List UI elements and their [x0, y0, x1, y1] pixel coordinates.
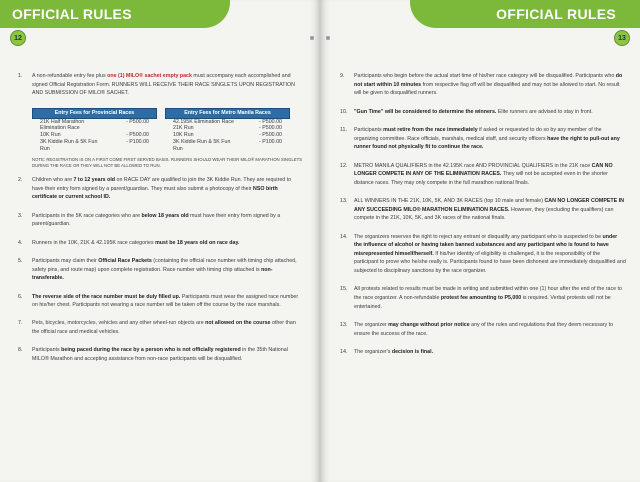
rule-item — [18, 176, 303, 202]
left-page-number: 12 — [10, 30, 26, 46]
rule-text-emphasis: must be 18 years old on race day. — [155, 239, 240, 246]
rule-text-span: on RACE DAY are qualified to join the 3K Kiddie Run. They are required to have their entry form signed by a parent/guardian. They must also submit a photocopy of their — [32, 176, 292, 192]
fee-row — [165, 125, 290, 132]
rule-text — [32, 239, 303, 248]
fee-category: 3K Kiddie Run & 5K Fun Run — [40, 138, 98, 152]
rule-text-emphasis: protest fee amounting to P5,000 — [440, 295, 522, 302]
rule-text-span: in the 35th National MILO® Marathon and accepting assistance from non-race participants will be disqualified. — [32, 347, 288, 363]
right-page — [320, 0, 640, 482]
rule-text-emphasis: must retire from the race immediately — [383, 126, 478, 133]
fee-table-provincial — [32, 108, 157, 153]
rule-number: 14. — [340, 349, 348, 356]
rule-text-emphasis: under the influence of alcohol or having taken banned substances and any participant who is found to have misrepresented himself/herself. — [354, 233, 618, 257]
rule-number: 2. — [18, 176, 23, 183]
fee-price — [105, 125, 149, 132]
rule-text — [354, 108, 626, 117]
fee-category: 10K Run — [173, 132, 194, 139]
rule-text-span: The organizers reserves the right to reject any entrant or disqualify any participant who is suspected to be — [354, 233, 603, 240]
rule-text-span: from respective flag off will be disqualified and may not be allowed to start. No result will be given to disqualified runners. — [354, 81, 620, 97]
rule-number: 13. — [340, 322, 348, 329]
fee-table-title: Entry Fees for Provincial Races — [32, 108, 157, 119]
rule-text-emphasis: "Gun Time" will be considered to determine the winners. — [354, 108, 497, 115]
rule-text — [32, 212, 303, 229]
fee-category: 10K Run — [40, 132, 61, 139]
rule-text-emphasis: Official Race Packets — [98, 257, 152, 264]
rule-text-emphasis: may change without prior notice — [388, 322, 470, 329]
rule-text — [32, 176, 303, 202]
rule-number: 15. — [340, 286, 348, 293]
fee-category: 21K Run — [173, 125, 194, 132]
rule-item — [340, 348, 626, 357]
rule-item — [18, 72, 303, 98]
rule-number: 3. — [18, 212, 23, 219]
left-header — [0, 0, 320, 32]
rule-item — [340, 108, 626, 117]
rule-text-emphasis: do not start within 10 minutes — [354, 73, 623, 88]
fee-price: - P100.00 — [259, 138, 282, 145]
rule-text-span: Participants — [354, 126, 384, 133]
binding-dot — [310, 36, 314, 40]
rule-number: 11. — [340, 126, 347, 133]
rule-number: 9. — [340, 73, 345, 79]
rule-number: 5. — [18, 257, 23, 264]
rule-number: 13. — [340, 198, 348, 205]
rule-text — [354, 197, 626, 223]
fee-price: - P500.00 — [126, 118, 149, 125]
rule-item — [18, 293, 303, 310]
rule-text-emphasis: CAN NO LONGER COMPETE IN ANY SUCCEEDING MILO® MARATHON ELIMINATION RACES. — [354, 198, 624, 213]
rule-item — [340, 321, 626, 338]
registration-note: NOTE: REGISTRATION IS ON A FIRST COME FIRST SERVED BASIS. RUNNERS SHOULD WEAR THEIR MILO® MARATHON SINGLETS DURING THE RACE OR THEY WILL NOT BE ALLOWED TO RUN. — [32, 156, 303, 168]
fee-price: - P500.00 — [126, 132, 149, 139]
rule-text — [32, 293, 303, 310]
rule-item — [18, 346, 303, 363]
rule-item — [340, 126, 626, 152]
rule-text-span: Participants in the 5K race categories who are — [32, 212, 142, 219]
rule-number: 1. — [18, 73, 23, 79]
rule-number: 10. — [340, 108, 348, 115]
rule-text — [354, 285, 626, 311]
rule-text-emphasis: NSO birth certificate or current school ID. — [32, 185, 278, 201]
right-header — [320, 0, 640, 32]
fee-row — [165, 139, 290, 153]
rule-text — [354, 348, 626, 357]
rule-text-span: ALL WINNERS IN THE 21K, 10K, 5K, AND 3K RACES (top 10 male and female) — [354, 198, 545, 205]
rule-text-span: They will not be accepted even in the shorter distance races. They may only compete in the full marathon national finals. — [354, 171, 608, 186]
rule-text — [32, 72, 303, 98]
fee-row — [32, 132, 157, 139]
rule-number: 12. — [340, 162, 348, 169]
rule-text-emphasis: CAN NO LONGER COMPETE IN ANY OF THE ELIMINATION RACES. — [354, 162, 613, 178]
fee-row — [165, 132, 290, 139]
rule-text-emphasis: decision is final. — [391, 349, 434, 356]
rule-text-span: must have their entry form signed by a parent/guardian. — [32, 212, 281, 228]
rule-text-span: If his/her identity of eligibility is challenged, it is the responsibility of the participant to prove who he/she really is. Participants found to have been dishonest are immediately disqualified and subjected to disciplinary sanctions by the race organizer. — [354, 250, 626, 275]
rule-text-span: Pets, bicycles, motorcycles, vehicles and any other wheel-run objects are — [32, 320, 206, 327]
fee-category: Elimination Race — [40, 125, 80, 132]
rule-text — [32, 346, 303, 363]
rule-item — [340, 285, 626, 311]
rule-item — [18, 239, 303, 248]
right-header-title: OFFICIAL RULES — [496, 6, 616, 22]
fee-row — [32, 125, 157, 132]
rule-item — [340, 72, 626, 98]
rule-item — [18, 319, 303, 336]
rule-text-span: Participants may claim their — [32, 257, 99, 264]
rule-number: 6. — [18, 293, 23, 300]
fee-price: - P100.00 — [126, 138, 149, 145]
rule-text-span: (containing the official race number with timing chip attached, safety pins, and route map) upon complete registration. Race number with timing chip attached is — [32, 257, 297, 273]
entry-fee-tables — [32, 108, 303, 153]
rule-item — [340, 197, 626, 223]
right-page-number: 13 — [614, 30, 630, 46]
fee-row — [165, 119, 290, 126]
rule-item — [18, 212, 303, 229]
fee-table-title: Entry Fees for Metro Manila Races — [165, 108, 290, 119]
rule-text-span: Participants must wear the assigned race number on his/her chest. Participants not wearing a race number will be taken off the course by the race marshals. — [32, 293, 299, 309]
rule-text-span: The organizer — [354, 322, 389, 329]
rule-item — [18, 257, 303, 283]
binding-dot — [326, 36, 330, 40]
rule-text-emphasis: below 18 years old — [141, 212, 189, 219]
rule-number: 7. — [18, 320, 23, 327]
rule-text-span: Participants who begin before the actual start time of his/her race category will be disqualified. Participants who — [354, 73, 616, 79]
rule-text — [354, 162, 626, 188]
fee-price: - P500.00 — [259, 125, 282, 132]
rule-text-span: Elite runners are advised to stay in front. — [496, 108, 593, 115]
rule-text-span: Runners in the 10K, 21K & 42.195K race categories — [32, 239, 156, 246]
rule-text-span: if asked or requested to do so by any member of the organizing committee. Race officials, marshals, medical staff, and security officers — [354, 126, 602, 142]
fee-category: 3K Kiddie Run & 5K Fun Run — [173, 138, 231, 152]
rule-text-emphasis: 7 to 12 years old — [73, 176, 116, 183]
rule-text-span: METRO MANILA QUALIFIERS in the 42.195K race AND PROVINCIAL QUALIFIERS in the 21K race — [354, 162, 592, 169]
rule-text — [354, 321, 626, 338]
rule-text-emphasis: not allowed on the course — [205, 320, 271, 327]
fee-table-metro — [165, 108, 290, 153]
rule-text — [32, 257, 303, 283]
rule-item — [340, 162, 626, 188]
fee-category: 21K Half Marathon — [40, 118, 85, 125]
rule-text-span: must accompany each accomplished and signed Official Registration Form. RUNNERS WILL RECEIVE THEIR RACE SINGLETS UPON REGISTRATION AND SUBMISSION OF MILO® SACHET. — [32, 73, 295, 97]
rule-text-span: Participants — [32, 347, 62, 354]
rule-text-span: is required. Verbal protests will not be entertained. — [354, 295, 611, 310]
fee-row — [32, 139, 157, 153]
rule-text-emphasis: The reverse side of the race number must be duly filled up. — [32, 293, 181, 300]
rule-text — [354, 233, 626, 276]
rule-text-span: other than the official race and medical vehicles. — [32, 320, 296, 336]
rule-text-span: However, they (excluding the qualifiers) can compete in the 21K, 10K, 5K, and 3K races of the national finals. — [354, 206, 614, 222]
rule-text-span: All protests related to results must be made in writing and submitted within one (1) hour after the end of the race to the race organizer. A non-refundable — [354, 286, 622, 302]
left-header-title: OFFICIAL RULES — [12, 6, 132, 22]
right-rules-list — [340, 72, 626, 366]
rule-item — [340, 233, 626, 276]
rule-text-span: Children who are — [32, 176, 74, 183]
rule-text-emphasis: non-transferable. — [32, 266, 273, 282]
rule-number: 14. — [340, 233, 348, 240]
rule-text-span: The organizer's — [354, 349, 392, 356]
rule-text — [354, 72, 626, 98]
fee-price: - P500.00 — [259, 132, 282, 139]
rule-text-emphasis: have the right to pull-out any runner found not physically fit to continue the race. — [354, 135, 620, 151]
rule-number: 8. — [18, 347, 23, 354]
rule-number: 4. — [18, 239, 23, 246]
rule-text — [354, 126, 626, 152]
rule-text-emphasis: one (1) MILO® sachet empty pack — [107, 73, 192, 79]
rule-text-emphasis: being paced during the race by a person who is not officially registered — [61, 347, 241, 354]
left-rules-list — [18, 72, 303, 373]
fee-category: 42.195K Elimination Race — [173, 118, 234, 125]
rule-text-span: any of the rules and regulations that they deem necessary to ensure the success of the race. — [354, 322, 614, 337]
fee-price: - P500.00 — [259, 118, 282, 125]
rule-text — [32, 319, 303, 336]
fee-row — [32, 119, 157, 126]
rule-text-span: A non-refundable entry fee plus — [32, 73, 108, 79]
